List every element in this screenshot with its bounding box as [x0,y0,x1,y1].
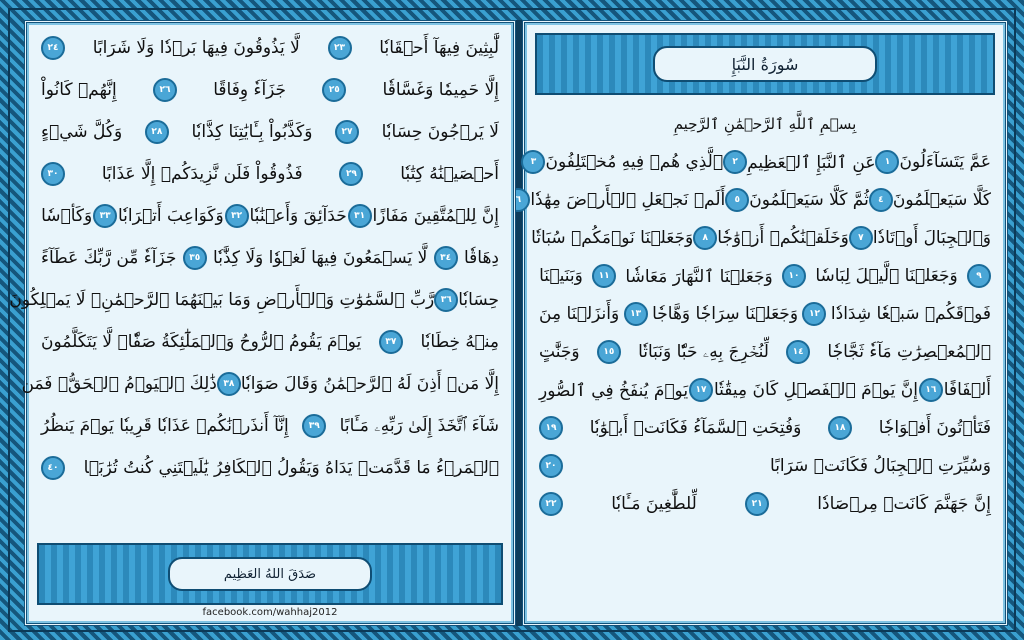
text-line [21,369,499,399]
ayah-number-marker: ١٤ [786,340,810,364]
ayah-number-marker: ٣٧ [379,330,403,354]
verse-text: عَمَّ يَتَسَآءَلُونَ [899,152,991,172]
ayah-number-marker: ٢٢ [539,492,563,516]
verse-text: دِهَاقٗا [463,248,499,268]
verse-text: وَبَنَيۡنَا [539,266,583,286]
ayah-number-marker: ١٧ [689,378,713,402]
basmala-text: بِسۡمِ ٱللَّهِ ٱلرَّحۡمَٰنِ ٱلرَّحِيمِ [673,115,857,133]
verse-text: إِنَّ لِلۡمُتَّقِينَ مَفَازًا [372,206,499,226]
verse-text: عَنِ ٱلنَّبَإِ ٱلۡعَظِيمِ [747,152,876,173]
verse-text: جَزَآءٗ مِّن رَّبِّكَ عَطَآءً [41,248,177,268]
verse-text: ٱلۡمَرۡءُ مَا قَدَّمَتۡ يَدَاهُ وَيَقُولُ ٱلۡكَافِرُ يَٰلَيۡتَنِي كُنتُ تُرَٰبَۢا [83,458,499,478]
ayah-number-marker: ٢٦ [153,78,177,102]
ayah-number-marker: ٢٧ [335,120,359,144]
verse-text: وَجَعَلۡنَا سِرَاجٗا وَهَّاجٗا [652,304,799,324]
verse-text: كَلَّا سَيَعۡلَمُونَ [892,190,991,210]
ayah-number-marker: ١٥ [597,340,621,364]
verse-text: وَفُتِحَتِ ٱلسَّمَآءُ فَكَانَتۡ أَبۡوَٰبٗا [589,418,802,438]
verse-text: وَكَذَّبُواْ بِـَٔايَٰتِنَا كِذَّابٗا [191,122,313,142]
ayah-number-marker: ٢٤ [41,36,65,60]
ayah-number-marker: ١٦ [919,378,943,402]
verse-text: إِنَّآ أَنذَرۡنَٰكُمۡ عَذَابٗا قَرِيبٗا يَوۡمَ يَنظُرُ [41,416,289,436]
verse-text: لِّنُخۡرِجَ بِهِۦ حَبّٗا وَنَبَاتٗا [638,342,769,362]
verse-text: جَزَآءٗ وِفَاقًا [213,80,287,100]
verse-text: فَذُوقُواْ فَلَن نَّزِيدَكُمۡ إِلَّا عَذَابًا [101,164,303,184]
ayah-number-marker: ٥ [725,188,749,212]
ayah-number-marker: ٣١ [348,204,372,228]
basmala [539,109,991,139]
text-line [539,413,991,443]
closing-panel [37,543,503,605]
text-line [530,147,991,177]
verse-text: ذَٰلِكَ ٱلۡيَوۡمُ ٱلۡحَقُّۖ فَمَن [21,374,217,394]
ayah-number-marker: ٢ [723,150,747,174]
verse-text: رَّبِّ ٱلسَّمَٰوَٰتِ وَٱلۡأَرۡضِ وَمَا بَيۡنَهُمَا ٱلرَّحۡمَٰنِۖ لَا يَمۡلِكُونَ [9,290,435,310]
verse-text: لَّا يَذُوقُونَ فِيهَا بَرۡدٗا وَلَا شَرَابًا [92,38,300,58]
verse-text: فَتَأۡتُونَ أَفۡوَاجٗا [878,418,991,438]
verse-text: لَّا يَسۡمَعُونَ فِيهَا لَغۡوٗا وَلَا كِذَّٰبٗا [213,248,428,268]
verse-text: وَجَعَلۡنَا ٱلنَّهَارَ مَعَاشٗا [625,266,773,287]
text-line [539,337,991,367]
text-line [539,451,991,481]
verse-text: إِنَّ جَهَنَّمَ كَانَتۡ مِرۡصَادٗا [817,494,991,514]
ayah-number-marker: ٣٣ [93,204,117,228]
verse-text: مِنۡهُ خِطَابٗا [420,332,499,352]
text-line [539,299,991,329]
closing-text: صَدَقَ اللهُ العَظِيم [168,557,372,591]
ayah-number-marker: ٤ [869,188,893,212]
ayah-number-marker: ٣ [521,150,545,174]
verse-text: وَكَأۡسٗا [41,206,93,226]
ayah-number-marker: ١١ [592,264,616,288]
ayah-number-marker: ٣٢ [225,204,249,228]
text-line [531,223,991,253]
ayah-number-marker: ٩ [967,264,991,288]
ayah-number-marker: ١٩ [539,416,563,440]
text-line [41,159,499,189]
ayah-number-marker: ١٠ [782,264,806,288]
verse-text: وَسُيِّرَتِ ٱلۡجِبَالُ فَكَانَتۡ سَرَابًا [770,456,991,476]
verse-text: أَحۡصَيۡنَٰهُ كِتَٰبٗا [400,164,499,184]
verse-text: حَدَآئِقَ وَأَعۡنَٰبٗا [249,206,347,226]
text-line [539,261,991,291]
verse-text: إِنَّهُمۡ كَانُواْ [41,80,117,100]
verse-text: أَلۡفَافًا [943,380,991,400]
ayah-number-marker: ٦ [506,188,530,212]
text-line [539,375,991,405]
verse-text: لَا يَرۡجُونَ حِسَابٗا [381,122,499,142]
ayah-number-marker: ٣٤ [434,246,458,270]
text-line [41,201,499,231]
ayah-number-marker: ٣٩ [302,414,326,438]
verse-text: يَوۡمَ يَقُومُ ٱلرُّوحُ وَٱلۡمَلَٰٓئِكَةُ صَفّٗاۖ لَّا يَتَكَلَّمُونَ [41,332,362,352]
text-line [41,33,499,63]
verse-text: إِلَّا حَمِيمٗا وَغَسَّاقٗا [382,80,499,100]
verse-text: وَكَوَاعِبَ أَتۡرَابٗا [117,206,224,226]
ayah-number-marker: ١٢ [802,302,826,326]
verse-text: وَٱلۡجِبَالَ أَوۡتَادٗا [872,228,991,248]
verse-text: وَكُلَّ شَيۡءٍ [41,122,123,142]
verse-text: وَجَعَلۡنَا ٱلَّيۡلَ لِبَاسٗا [815,266,958,286]
ayah-number-marker: ٤٠ [41,456,65,480]
surah-title: سُورَةُ النَّبَإِ [653,46,877,82]
text-line [515,185,991,215]
ayah-number-marker: ٢٣ [328,36,352,60]
ayah-number-marker: ٢٩ [339,162,363,186]
verse-text: ثُمَّ كَلَّا سَيَعۡلَمُونَ [749,190,869,210]
verse-text: وَجَنَّٰتٍ [539,342,580,362]
verse-text: وَخَلَقۡنَٰكُمۡ أَزۡوَٰجٗا [717,228,849,248]
ayah-number-marker: ٢٨ [145,120,169,144]
ayah-number-marker: ١٨ [828,416,852,440]
verse-text: ٱلۡمُعۡصِرَٰتِ مَآءٗ ثَجَّاجٗا [827,342,991,362]
surah-header [535,33,995,95]
verse-text: أَلَمۡ نَجۡعَلِ ٱلۡأَرۡضَ مِهَٰدٗا [530,190,726,210]
text-line [9,285,499,315]
ayah-number-marker: ١ [875,150,899,174]
verse-text: فَوۡقَكُمۡ سَبۡعٗا شِدَادٗا [830,304,991,324]
verse-text: إِنَّ يَوۡمَ ٱلۡفَصۡلِ كَانَ مِيقَٰتٗا [713,380,918,400]
text-line [41,327,499,357]
verse-text: حِسَابٗا [458,290,499,310]
text-line [41,411,499,441]
verse-text: وَأَنزَلۡنَا مِنَ [539,304,620,324]
verse-text: شَآءَ ٱتَّخَذَ إِلَىٰ رَبِّهِۦ مَـَٔابًا [339,416,499,436]
ayah-number-marker: ٢١ [745,492,769,516]
ayah-number-marker: ٣٠ [41,162,65,186]
ayah-number-marker: ٣٥ [183,246,207,270]
text-line [41,243,499,273]
credit-text: facebook.com/wahhaj2012 [202,607,338,618]
ayah-number-marker: ٧ [849,226,873,250]
ayah-number-marker: ١٣ [624,302,648,326]
right-page [515,20,1008,626]
ayah-number-marker: ٢٥ [322,78,346,102]
ayah-number-marker: ٨ [693,226,717,250]
ayah-number-marker: ٢٠ [539,454,563,478]
text-line [41,453,499,483]
text-line [539,489,991,519]
verse-text: وَجَعَلۡنَا نَوۡمَكُمۡ سُبَاتٗا [531,228,694,248]
text-line [41,75,499,105]
verse-text: لِّلطَّٰغِينَ مَـَٔابٗا [611,494,697,514]
text-line [41,117,499,147]
verse-text: يَوۡمَ يُنفَخُ فِي ٱلصُّورِ [539,380,689,401]
ayah-number-marker: ٣٦ [434,288,458,312]
left-page [9,20,516,626]
ayah-number-marker: ٣٨ [217,372,241,396]
verse-text: ٱلَّذِي هُمۡ فِيهِ مُخۡتَلِفُونَ [545,152,724,172]
verse-text: إِلَّا مَنۡ أَذِنَ لَهُ ٱلرَّحۡمَٰنُ وَقَالَ صَوَابٗا [240,374,499,394]
verse-text: لَّٰبِثِينَ فِيهَآ أَحۡقَابٗا [379,38,499,58]
